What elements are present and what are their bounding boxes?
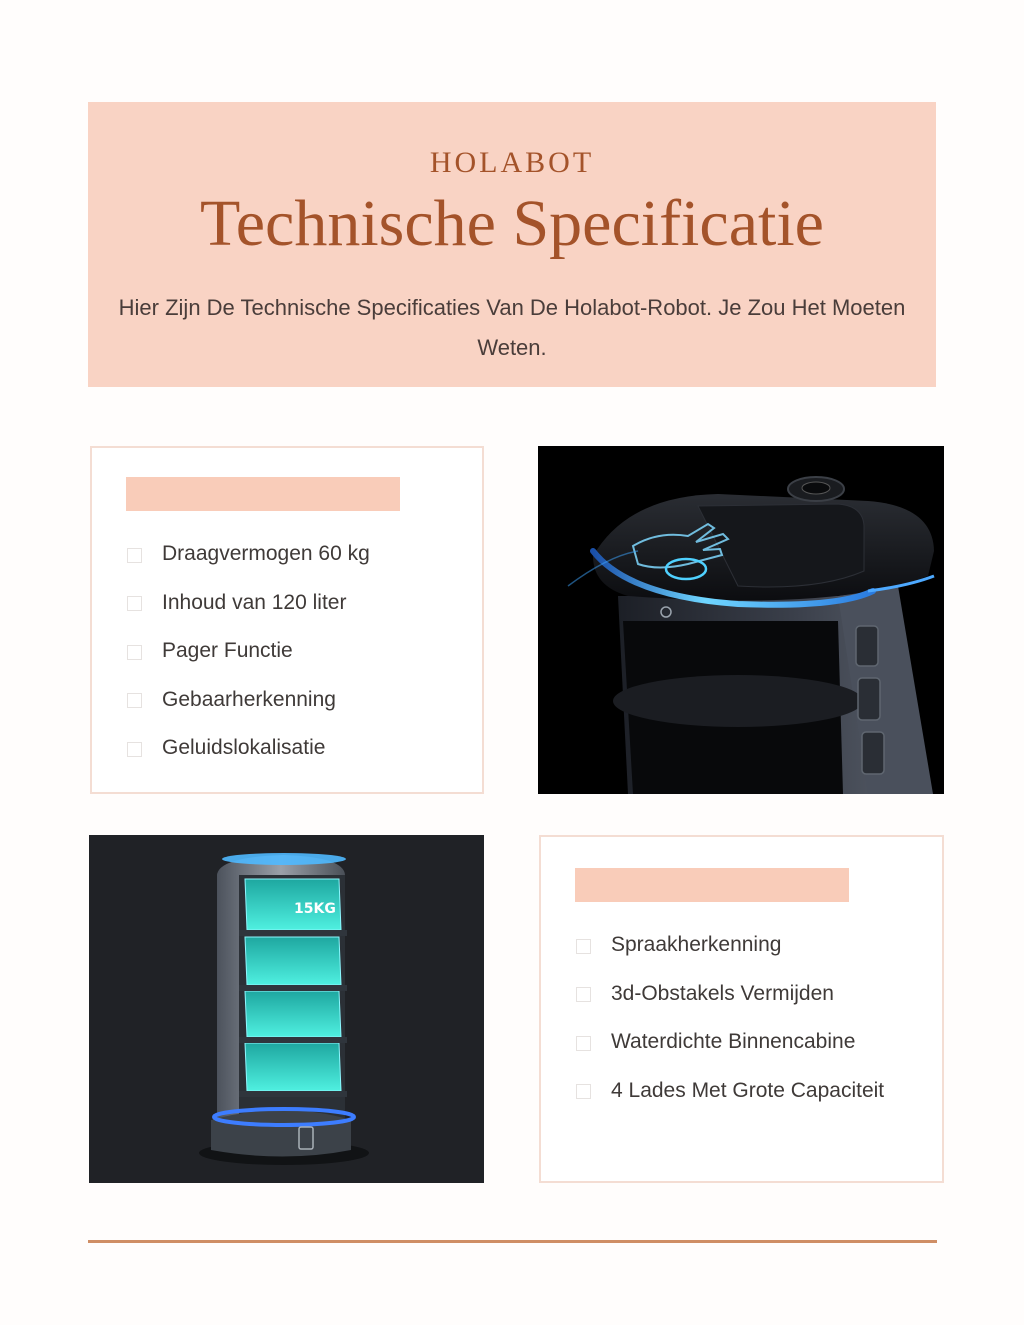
feature-item <box>576 970 884 1019</box>
feature-item <box>576 1018 884 1067</box>
checkbox-icon <box>127 596 142 611</box>
feature-label: Gebaarherkenning <box>162 687 336 711</box>
page-subtitle: Hier Zijn De Technische Specificaties Van De Holabot-Robot. Je Zou Het Moeten Weten. <box>118 295 906 360</box>
checkbox-icon <box>576 1084 591 1099</box>
bottom-divider <box>88 1240 937 1243</box>
feature-list-left <box>127 530 370 773</box>
feature-label: Inhoud van 120 liter <box>162 590 347 614</box>
feature-label: 4 Lades Met Grote Capaciteit <box>611 1078 885 1102</box>
checkbox-icon <box>127 548 142 563</box>
checkbox-icon <box>127 645 142 660</box>
feature-item <box>127 530 370 579</box>
robot-body-illustration <box>89 835 484 1183</box>
robot-body-photo <box>89 835 484 1183</box>
checkbox-icon <box>576 1036 591 1051</box>
page-title: Technische Specificatie <box>200 187 824 260</box>
tray-capacity-label: 15KG <box>294 901 336 917</box>
feature-item <box>576 1067 884 1116</box>
feature-label: Pager Functie <box>162 639 293 663</box>
brand-name: HOLABOT <box>429 146 595 179</box>
feature-item <box>127 676 370 725</box>
feature-item <box>127 627 370 676</box>
robot-head-photo <box>538 446 944 794</box>
feature-label: Waterdichte Binnencabine <box>611 1030 856 1054</box>
feature-label: 3d-Obstakels Vermijden <box>611 981 834 1005</box>
feature-label: Spraakherkenning <box>611 933 782 957</box>
feature-label: Draagvermogen 60 kg <box>162 542 370 566</box>
header-banner <box>88 102 936 387</box>
feature-item <box>576 921 884 970</box>
robot-head-illustration <box>538 446 944 794</box>
feature-list-right <box>576 921 884 1115</box>
feature-card-left <box>90 446 484 794</box>
feature-card-left-bar <box>126 477 400 511</box>
checkbox-icon <box>127 742 142 757</box>
feature-item <box>127 579 370 628</box>
feature-card-right-bar <box>575 868 849 902</box>
checkbox-icon <box>576 987 591 1002</box>
feature-label: Geluidslokalisatie <box>162 736 326 760</box>
checkbox-icon <box>127 693 142 708</box>
feature-item <box>127 724 370 773</box>
feature-card-right <box>539 835 944 1183</box>
checkbox-icon <box>576 939 591 954</box>
